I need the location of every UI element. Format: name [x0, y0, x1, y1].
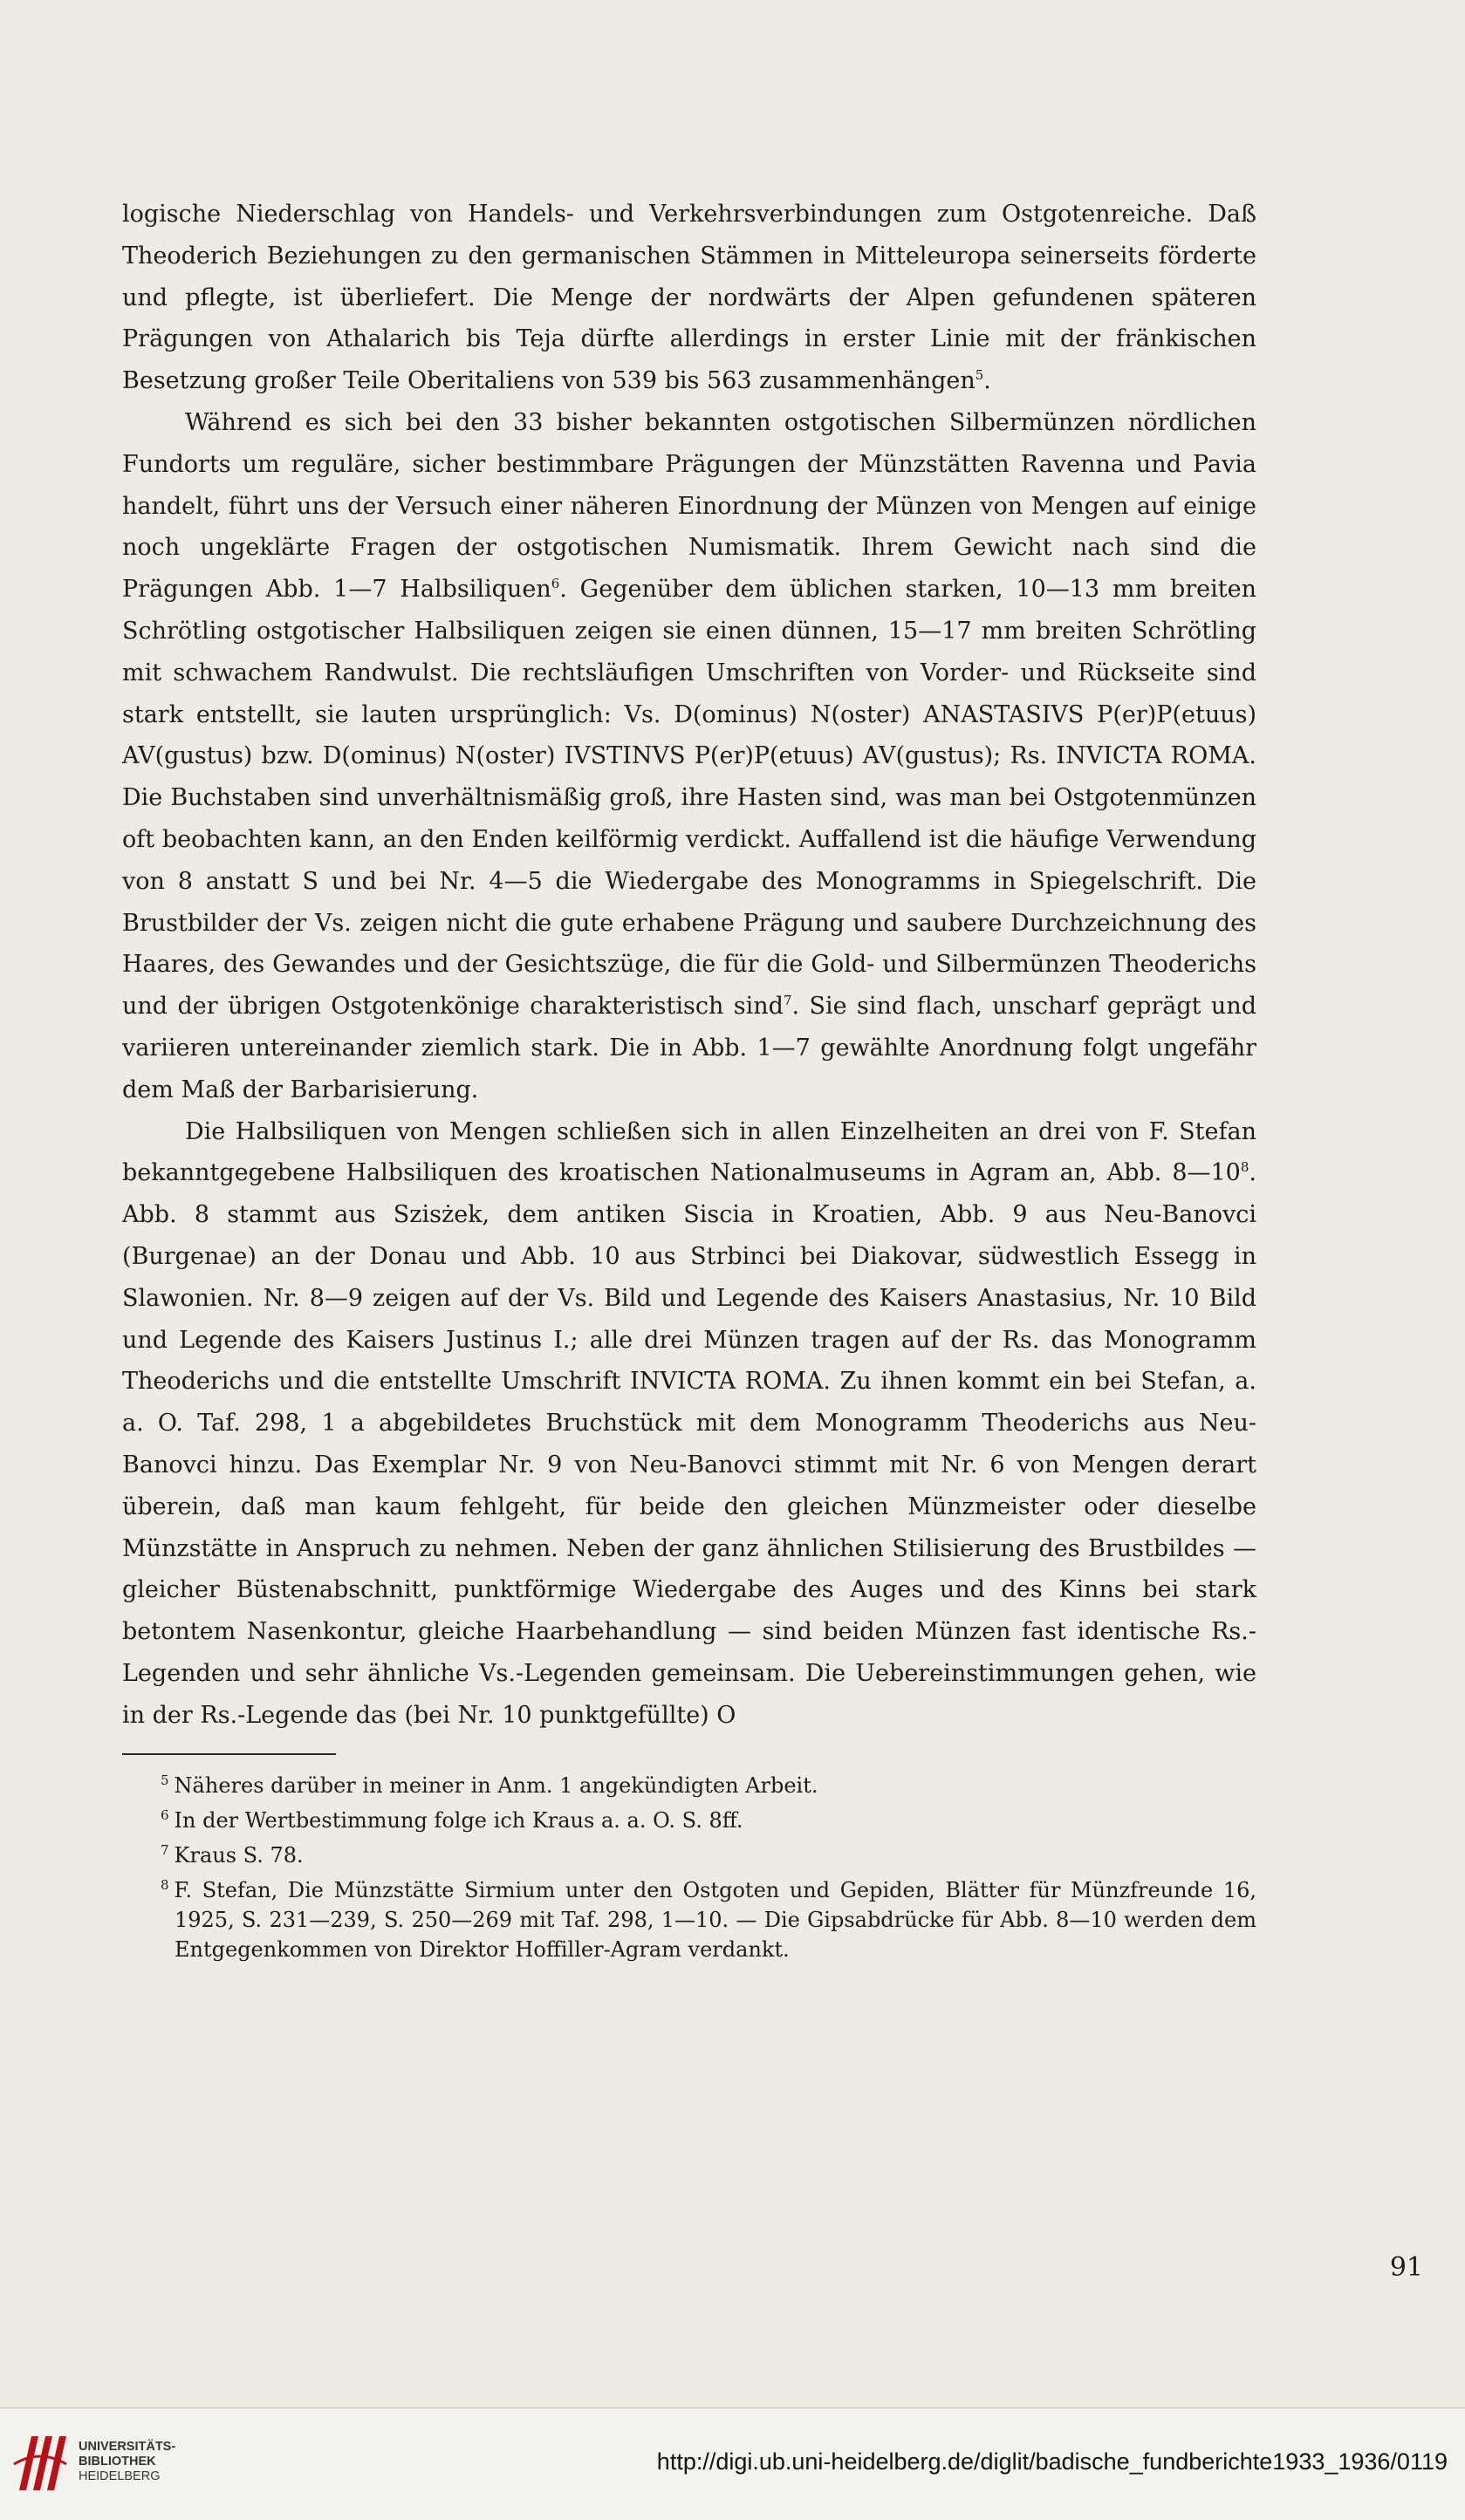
footnote-text: F. Stefan, Die Münzstätte Sirmium unter den Ostgoten und Gepiden, Blätter für Münzfreunde 16, 1925, S. 231—239, S. 250—269 mit Taf. 298, 1—10. — Die Gipsabdrücke für Abb. 8—10 werden dem Entgegenkommen von Direktor Hoffiller-Agram verdankt. [174, 1878, 1256, 1963]
footnote-number: 8 [161, 1877, 169, 1894]
footnote-text: In der Wertbestimmung folge ich Kraus a. a. O. S. 8ff. [174, 1808, 743, 1834]
paragraph-3-text-cont: . Abb. 8 stammt aus Szisżek, dem antiken Siscia in Kroatien, Abb. 9 aus Neu-Banovci (Burgenae) an der Donau und Abb. 10 aus Strbinci bei Diakovar, südwestlich Essegg in Slawonien. Nr. 8—9 zeigen auf der Vs. Bild und Legende des Kaisers Anastasius, Nr. 10 Bild und Legende des Kaisers Justinus I.; alle drei Münzen tragen auf der Rs. das Monogramm Theoderichs und die entstellte Umschrift INVICTA ROMA. Zu ihnen kommt ein bei Stefan, a. a. O. Taf. 298, 1 a abgebildetes Bruchstück mit dem Monogramm Theoderichs aus Neu-Banovci hinzu. Das Exemplar Nr. 9 von Neu-Banovci stimmt mit Nr. 6 von Mengen derart überein, daß man kaum fehlgeht, für beide den gleichen Münzmeister oder dieselbe Münzstätte in Anspruch zu nehmen. Neben der ganz ähnlichen Stilisierung des Brustbildes — gleicher Büstenabschnitt, punktförmige Wiedergabe des Auges und des Kinns bei stark betontem Nasenkontur, gleiche Haarbehandlung — sind beiden Münzen fast identische Rs.-Legenden und sehr ähnliche Vs.-Legenden gemeinsam. Die Uebereinstimmungen gehen, wie in der Rs.-Legende das (bei Nr. 10 punktgefüllte) O [122, 1159, 1256, 1729]
paragraph-2-text: Während es sich bei den 33 bisher bekannten ostgotischen Silbermünzen nördlichen Fundorts um reguläre, sicher bestimmbare Prägungen der Münzstätten Ravenna und Pavia handelt, führt uns der Versuch einer näheren Einordnung der Münzen von Mengen auf einige noch ungeklärte Fragen der ostgotischen Numismatik. Ihrem Gewicht nach sind die Prägungen Abb. 1—7 Halbsiliquen [122, 408, 1256, 604]
paragraph-2-end: . Sie sind flach, unscharf geprägt und variieren untereinander ziemlich stark. Die in Abb. 1—7 gewählte Anordnung folgt ungefähr dem Maß der Barbarisierung. [122, 993, 1256, 1103]
footnote-ref-8[interactable]: 8 [1240, 1159, 1249, 1176]
footnote-number: 7 [161, 1842, 169, 1859]
footnote-ref-5[interactable]: 5 [975, 367, 984, 384]
footnote-text: Näheres darüber in meiner in Anm. 1 angekündigten Arbeit. [174, 1773, 818, 1799]
viewer-footer [0, 2407, 1465, 2520]
footnote-text: Kraus S. 78. [174, 1843, 304, 1868]
footnote-7 [122, 1835, 1256, 1870]
footnote-8 [122, 1870, 1256, 1964]
logo-wordmark[interactable] [79, 2440, 175, 2484]
paragraph-3-text: Die Halbsiliquen von Mengen schließen sich in allen Einzelheiten an drei von F. Stefan bekanntgegebene Halbsiliquen des kroatischen Nationalmuseums in Agram an, Abb. 8—10 [122, 1117, 1256, 1187]
paragraph-1-end: . [983, 367, 991, 395]
logo-line-3: HEIDELBERG [79, 2469, 161, 2483]
paragraph-2 [122, 402, 1256, 1111]
footnote-ref-6[interactable]: 6 [551, 576, 560, 592]
footnote-6 [122, 1800, 1256, 1835]
paragraph-1-text: logische Niederschlag von Handels- und Verkehrsverbindungen zum Ostgotenreiche. Daß Theoderich Beziehungen zu den germanischen Stämmen in Mitteleuropa seinerseits förderte und pflegte, ist überliefert. Die Menge der nordwärts der Alpen gefundenen späteren Prägungen von Athalarich bis Teja dürfte allerdings in erster Linie mit der fränkischen Besetzung großer Teile Oberitaliens von 539 bis 563 zusammenhängen [122, 201, 1256, 395]
footnote-5 [122, 1765, 1256, 1800]
permalink-url[interactable]: http://digi.ub.uni-heidelberg.de/diglit/badische_fundberichte1933_1936/0119 [656, 2448, 1448, 2475]
logo-line-1: UNIVERSITÄTS- [79, 2440, 176, 2454]
page-content [122, 194, 1256, 1964]
footnote-number: 5 [161, 1772, 169, 1789]
footnote-divider [122, 1753, 336, 1755]
footnote-number: 6 [161, 1807, 169, 1824]
footnote-ref-7[interactable]: 7 [783, 993, 792, 1009]
paragraph-3 [122, 1111, 1256, 1737]
university-library-logo-icon[interactable] [12, 2429, 68, 2496]
page-number: 91 [1389, 2252, 1423, 2283]
paragraph-2-text-cont: . Gegenüber dem üblichen starken, 10—13 mm breiten Schrötling ostgotischer Halbsiliquen zeigen sie einen dünnen, 15—17 mm breiten Schrötling mit schwachem Randwulst. Die rechtsläufigen Umschriften von Vorder- und Rückseite sind stark entstellt, sie lauten ursprünglich: Vs. D(ominus) N(oster) ANASTASIVS P(er)P(etuus) AV(gustus) bzw. D(ominus) N(oster) IVSTINVS P(er)P(etuus) AV(gustus); Rs. INVICTA ROMA. Die Buchstaben sind unverhältnismäßig groß, ihre Hasten sind, was man bei Ostgotenmünzen oft beobachten kann, an den Enden keilförmig verdickt. Auffallend ist die häufige Verwendung von 8 anstatt S und bei Nr. 4—5 die Wiedergabe des Monogramms in Spiegelschrift. Die Brustbilder der Vs. zeigen nicht die gute erhabene Prägung und saubere Durchzeichnung des Haares, des Gewandes und der Gesichtszüge, die für die Gold- und Silbermünzen Theoderichs und der übrigen Ostgotenkönige charakteristisch sind [122, 576, 1256, 1021]
paragraph-1 [122, 194, 1256, 402]
logo-line-2: BIBLIOTHEK [79, 2455, 156, 2469]
